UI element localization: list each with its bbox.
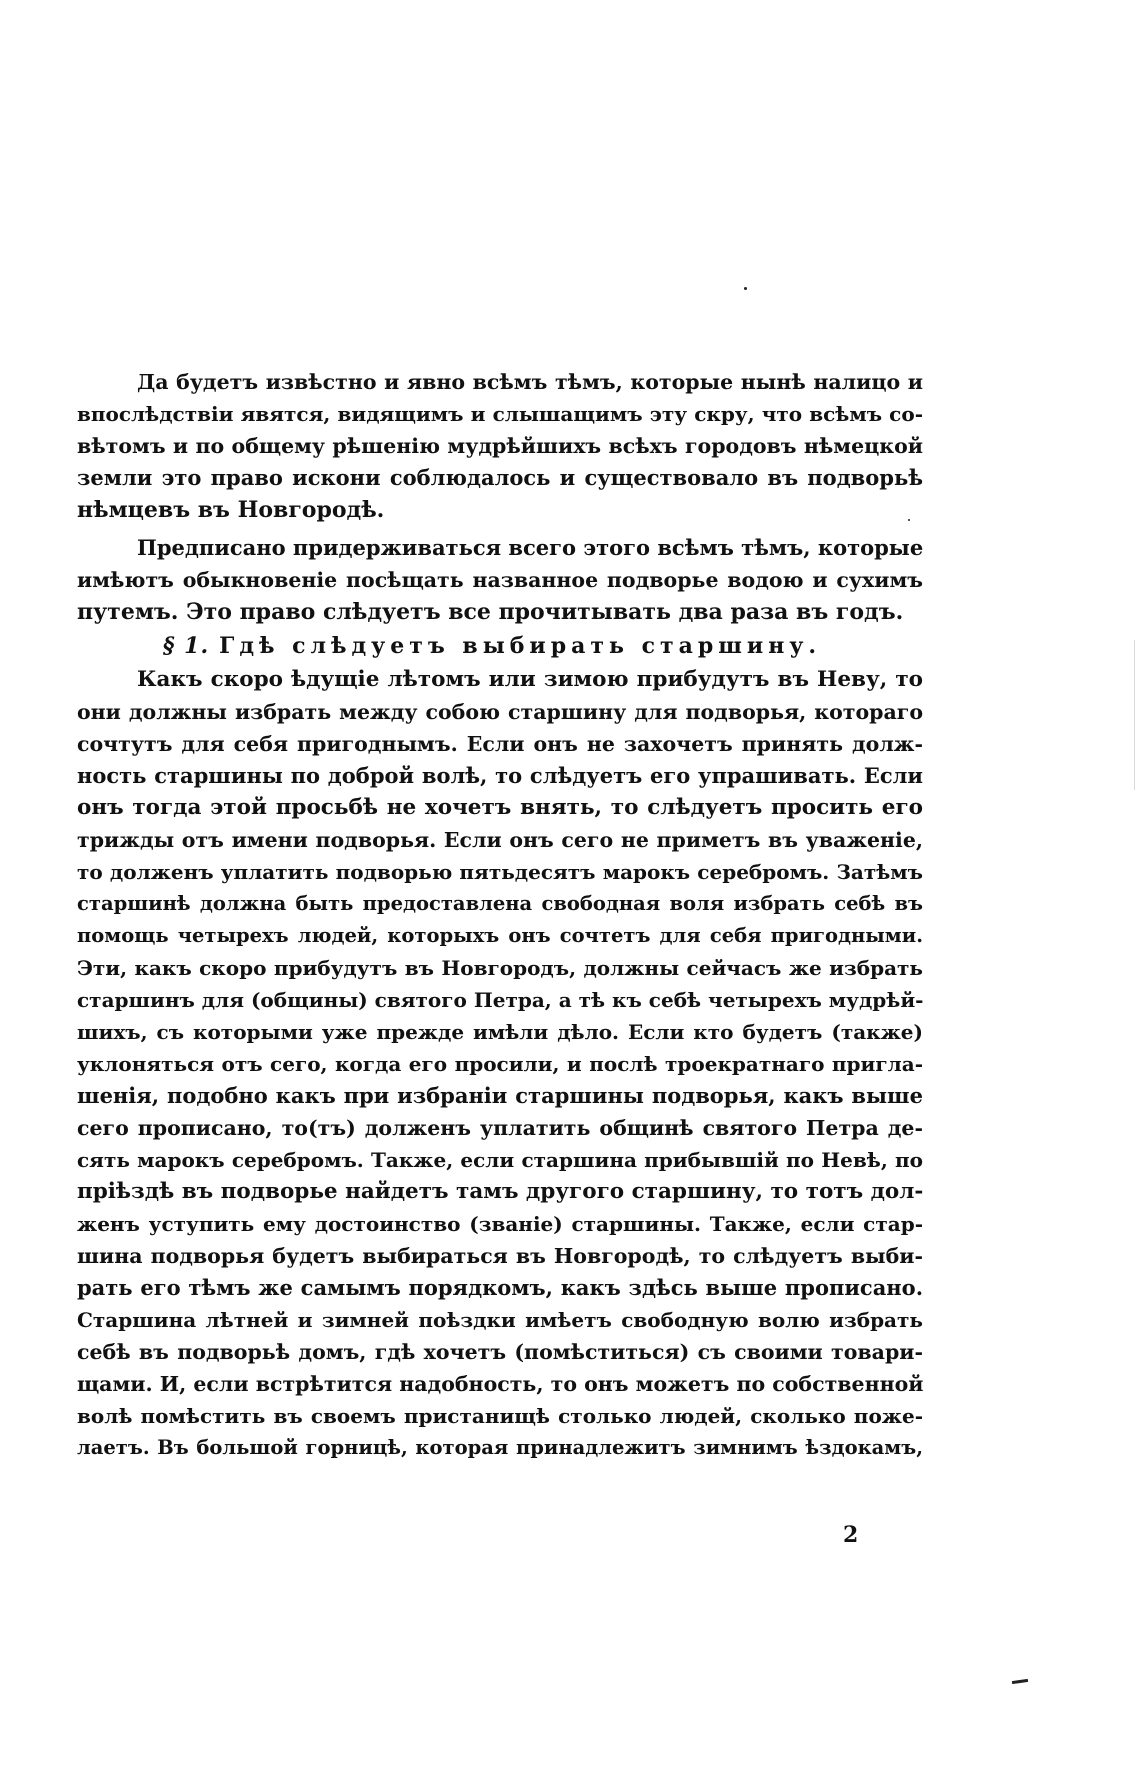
text-line: нѣмцевъ въ Новгородѣ. bbox=[77, 497, 385, 523]
text-line: шенія, подобно какъ при избраніи старшины подворья, какъ выше bbox=[77, 1083, 923, 1108]
text-line: вѣтомъ и по общему рѣшенію мудрѣйшихъ всѣхъ городовъ нѣмецкой bbox=[77, 434, 923, 458]
text-block bbox=[77, 366, 923, 1464]
section-title: Гдѣ слѣдуетъ выбирать старшину. bbox=[219, 633, 822, 659]
text-line: сего прописано, то(тъ) долженъ уплатить общинѣ святого Петра де- bbox=[77, 1116, 923, 1140]
text-line: Какъ скоро ѣдущіе лѣтомъ или зимою прибудутъ въ Неву, то bbox=[137, 667, 923, 692]
text-line: Старшина лѣтней и зимней поѣздки имѣетъ свободную волю избрать bbox=[77, 1308, 923, 1332]
text-line: сять марокъ серебромъ. Также, если старшина прибывшій по Невѣ, по bbox=[77, 1148, 923, 1172]
paragraph-preamble bbox=[77, 366, 923, 526]
text-line: рать его тѣмъ же самымъ порядкомъ, какъ здѣсь выше прописано. bbox=[77, 1275, 923, 1300]
text-line: помощь четырехъ людей, которыхъ онъ сочтетъ для себя пригодными. bbox=[77, 924, 923, 947]
text-line: лаетъ. Въ большой горницѣ, которая принадлежитъ зимнимъ ѣздокамъ, bbox=[77, 1436, 923, 1459]
text-line: Предписано придерживаться всего этого всѣмъ тѣмъ, которые bbox=[137, 535, 924, 560]
text-line: они должны избрать между собою старшину для подворья, котораго bbox=[77, 700, 923, 724]
text-line: старшинъ для (общины) святого Петра, а тѣ къ себѣ четырехъ мудрѣй- bbox=[77, 988, 924, 1012]
text-line: онъ тогда этой просьбѣ не хочетъ внять, то слѣдуетъ просить его bbox=[77, 795, 923, 820]
text-line: сочтутъ для себя пригоднымъ. Если онъ не захочетъ принять долж- bbox=[77, 732, 923, 756]
text-line: себѣ въ подворьѣ домъ, гдѣ хочетъ (помѣститься) съ своими товари- bbox=[77, 1340, 923, 1364]
section-mark: § 1. bbox=[163, 633, 210, 659]
page-edge-shadow bbox=[1134, 640, 1135, 790]
paragraph-body bbox=[77, 664, 923, 1464]
text-line: трижды отъ имени подворья. Если онъ сего не приметъ въ уваженіе, bbox=[77, 828, 923, 852]
text-line: Да будетъ извѣстно и явно всѣмъ тѣмъ, которые нынѣ налицо и bbox=[137, 370, 923, 394]
text-line: шина подворья будетъ выбираться въ Новгородѣ, то слѣдуетъ выби- bbox=[77, 1244, 923, 1268]
text-line: волѣ помѣстить въ своемъ пристанищѣ столько людей, сколько поже- bbox=[77, 1404, 923, 1428]
text-line: впослѣдствіи явятся, видящимъ и слышащимъ эту скру, что всѣмъ со- bbox=[77, 402, 923, 426]
ink-speck bbox=[744, 287, 747, 290]
text-line: земли это право искони соблюдалось и существовало въ подворьѣ bbox=[77, 465, 923, 490]
text-line: уклоняться отъ сего, когда его просили, и послѣ троекратнаго пригла- bbox=[77, 1052, 923, 1076]
text-line: щами. И, если встрѣтится надобность, то онъ можетъ по собственной bbox=[77, 1372, 924, 1396]
ink-mark bbox=[1012, 1679, 1028, 1684]
text-line: то долженъ уплатить подворью пятьдесятъ марокъ серебромъ. Затѣмъ bbox=[77, 860, 923, 884]
text-line: имѣютъ обыкновеніе посѣщать названное подворье водою и сухимъ bbox=[77, 568, 923, 592]
paragraph-prescription bbox=[77, 532, 923, 628]
text-line: старшинѣ должна быть предоставлена свободная воля избрать себѣ въ bbox=[77, 892, 923, 915]
section-heading bbox=[77, 628, 923, 664]
page-number: 2 bbox=[843, 1522, 859, 1548]
text-line: ность старшины по доброй волѣ, то слѣдуетъ его упрашивать. Если bbox=[77, 763, 923, 788]
text-line: женъ уступить ему достоинство (званіе) старшины. Также, если стар- bbox=[77, 1212, 923, 1236]
text-line: шихъ, съ которыми уже прежде имѣли дѣло. Если кто будетъ (также) bbox=[77, 1020, 923, 1044]
text-line: пріѣздѣ въ подворье найдетъ тамъ другого старшину, то тотъ дол- bbox=[77, 1179, 924, 1204]
text-line: путемъ. Это право слѣдуетъ все прочитывать два раза въ годъ. bbox=[77, 599, 904, 625]
text-line: Эти, какъ скоро прибудутъ въ Новгородъ, должны сейчасъ же избрать bbox=[77, 956, 923, 980]
